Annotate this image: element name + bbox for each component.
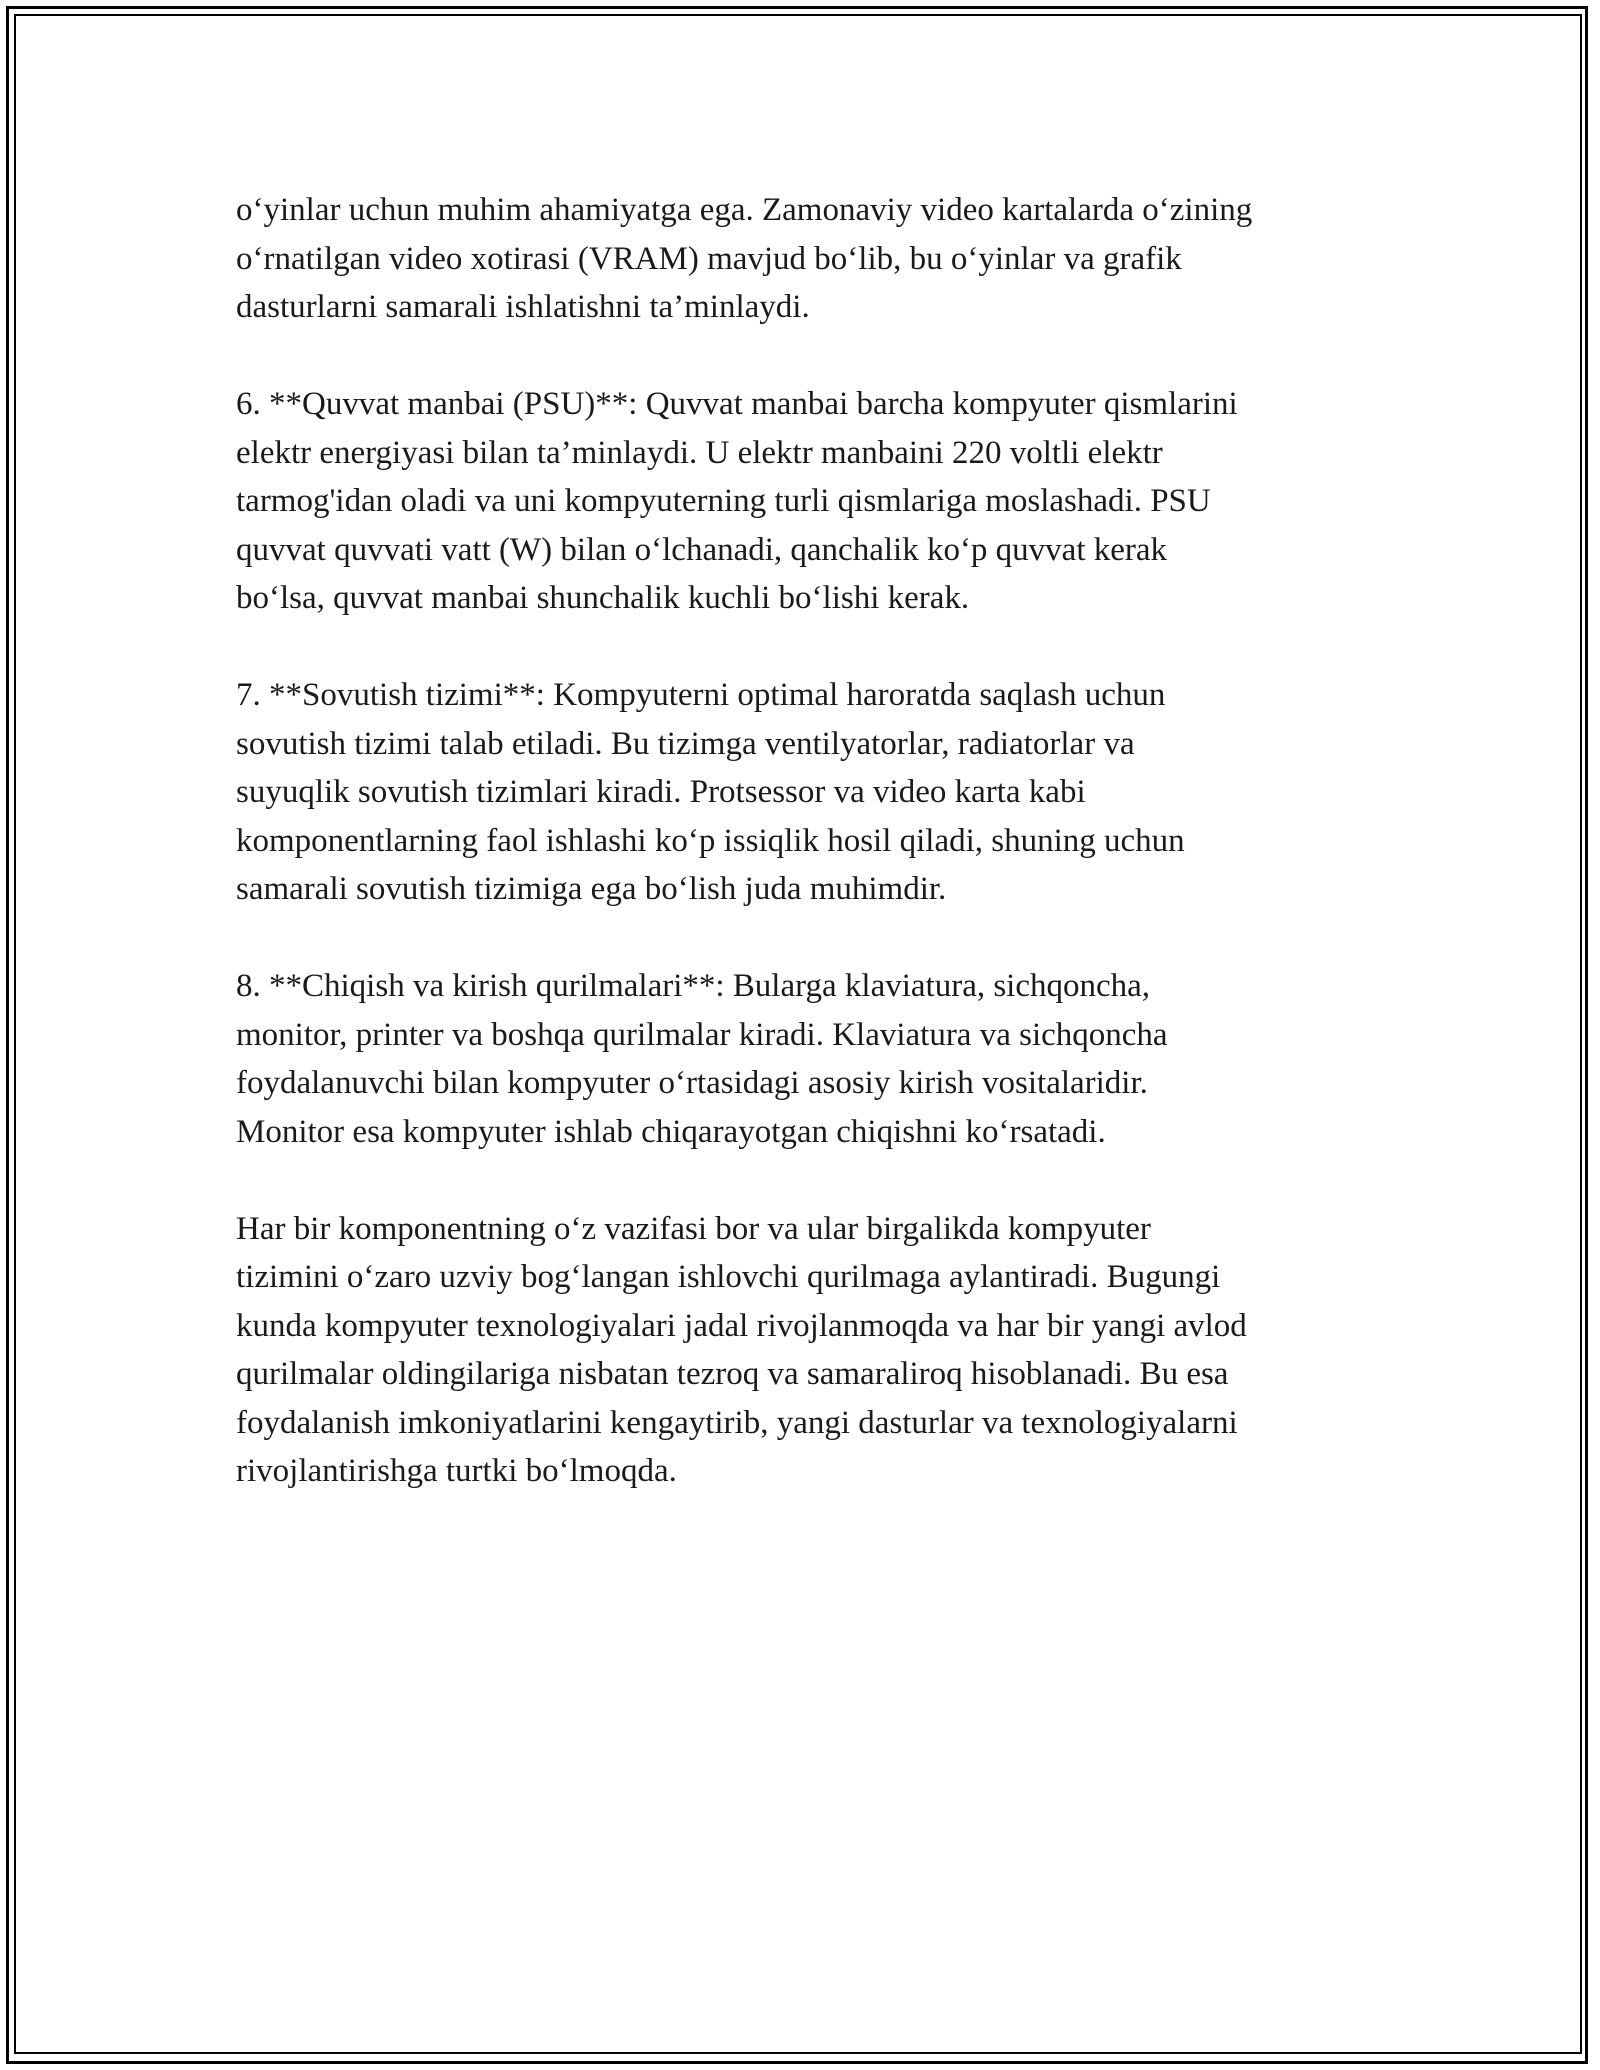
paragraph-power-supply: 6. **Quvvat manbai (PSU)**: Quvvat manbai barcha kompyuter qismlarini elektr energiyasi bilan ta’minlaydi. U elektr manbaini 220 voltli elektr tarmog'idan oladi va uni kompyuterning turli qismlariga moslashadi. PSU quvvat quvvati vatt (W) bilan o‘lchanadi, qanchalik ko‘p quvvat kerak bo‘lsa, quvvat manbai shunchalik kuchli bo‘lishi kerak.: [236, 386, 1238, 616]
paragraph-input-output-devices: 8. **Chiqish va kirish qurilmalari**: Bularga klaviatura, sichqoncha, monitor, printer va boshqa qurilmalar kiradi. Klaviatura va sichqoncha foydalanuvchi bilan kompyuter o‘rtasidagi asosiy kirish vositalaridir. Monitor esa kompyuter ishlab chiqarayotgan chiqishni ko‘rsatadi.: [236, 968, 1168, 1150]
document-body: [236, 186, 1386, 1544]
paragraph-conclusion: Har bir komponentning o‘z vazifasi bor va ular birgalikda kompyuter tizimini o‘zaro uzviy bog‘langan ishlovchi qurilmaga aylantiradi. Bugungi kunda kompyuter texnologiyalari jadal rivojlanmoqda va har bir yangi avlod qurilmalar oldingilariga nisbatan tezroq va samaraliroq hisoblanadi. Bu esa foydalanish imkoniyatlarini kengaytirib, yangi dasturlar va texnologiyalarni rivojlantirishga turtki bo‘lmoqda.: [236, 1210, 1247, 1489]
paragraph-video-card-continuation: o‘yinlar uchun muhim ahamiyatga ega. Zamonaviy video kartalarda o‘zining o‘rnatilgan video xotirasi (VRAM) mavjud bo‘lib, bu o‘yinlar va grafik dasturlarni samarali ishlatishni ta’minlaydi.: [236, 192, 1253, 325]
paragraph-cooling-system: 7. **Sovutish tizimi**: Kompyuterni optimal haroratda saqlash uchun sovutish tizimi talab etiladi. Bu tizimga ventilyatorlar, radiatorlar va suyuqlik sovutish tizimlari kiradi. Protsessor va video karta kabi komponentlarning faol ishlashi ko‘p issiqlik hosil qiladi, shuning uchun samarali sovutish tizimiga ega bo‘lish juda muhimdir.: [236, 677, 1185, 907]
